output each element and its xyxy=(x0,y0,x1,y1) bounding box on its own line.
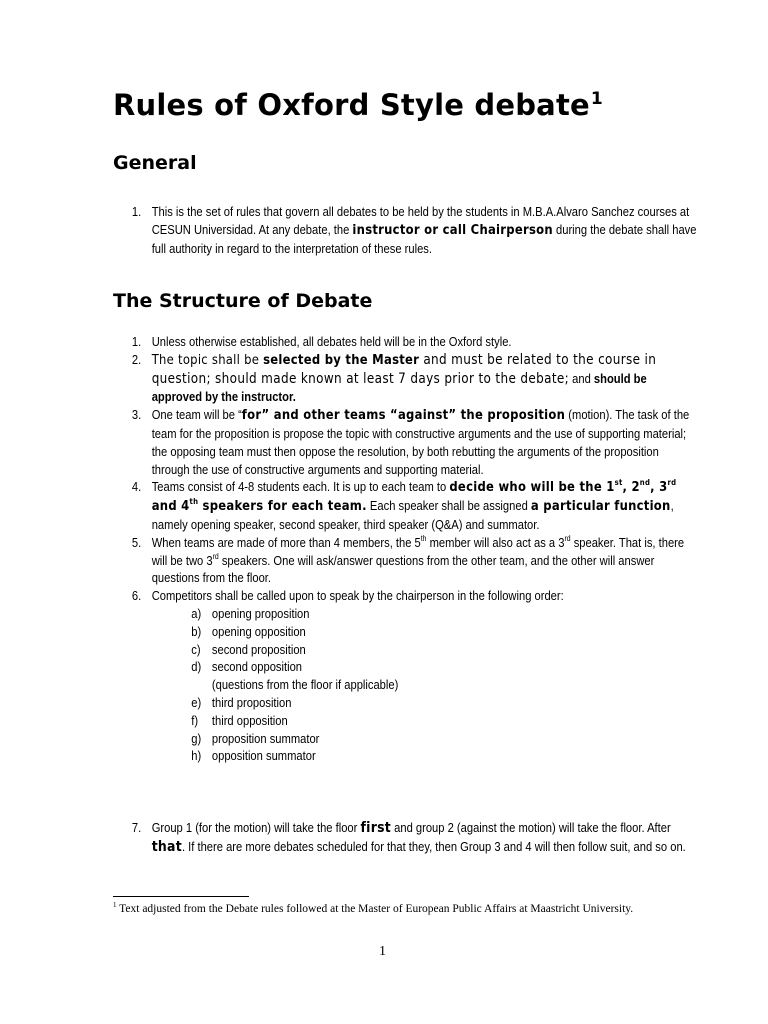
footnote-text: Text adjusted from the Debate rules followed at the Master of European Public Affairs at Maastricht University. xyxy=(116,903,634,915)
speaking-order-list xyxy=(152,605,699,765)
item-text: Unless otherwise established, all debates held will be in the Oxford style. xyxy=(151,334,512,349)
item-text: member will also act as a 3 xyxy=(426,534,565,550)
general-item-1 xyxy=(113,203,699,257)
structure-item-4 xyxy=(113,478,699,533)
structure-item-3 xyxy=(113,406,699,478)
structure-item-5 xyxy=(113,534,699,587)
sub-item-text: third opposition xyxy=(211,712,288,728)
item-text: Each speaker shall be assigned xyxy=(366,498,531,514)
item-text: When teams are made of more than 4 members, the 5 xyxy=(151,534,421,550)
sub-item-text: second proposition xyxy=(211,641,306,657)
heading-structure: The Structure of Debate xyxy=(113,290,373,312)
ordinal-suffix: rd xyxy=(564,533,571,543)
ordinal-suffix: nd xyxy=(639,478,651,488)
item-text: (motion). The task of the team for the proposition is propose the topic with constructive arguments and the use of supporting material; the opposing team must then oppose the resolution, by both rebutting the arguments of the proposition through the use of constructive arguments and supporting material. xyxy=(151,407,690,477)
item-text: The topic shall be xyxy=(151,351,264,368)
speaking-order-item xyxy=(191,605,698,623)
item-number: 1. xyxy=(131,204,142,219)
emphasis-text: speakers for each team. xyxy=(198,498,367,515)
item-text: Teams consist of 4-8 students each. It is up to each team to xyxy=(151,479,450,495)
item-text: This is the set of rules that govern all debates to be held by the students in M.B.A.Alvaro Sanchez courses at CESUN Universidad. At any debate, the xyxy=(151,204,690,237)
sub-item-text: opposition summator xyxy=(211,748,316,764)
structure-item-7 xyxy=(113,819,699,857)
title-text: Rules of Oxford Style debate xyxy=(113,88,590,122)
general-list xyxy=(113,203,697,257)
item-text: during the debate shall have full authority in regard to the interpretation of these rules. xyxy=(151,221,697,256)
structure-item-1 xyxy=(113,333,699,351)
emphasis-text: , 3 xyxy=(650,479,668,496)
sub-item-letter: g) xyxy=(191,730,202,746)
structure-list-continued xyxy=(113,819,686,857)
structure-item-6 xyxy=(113,587,699,765)
ordinal-suffix: th xyxy=(420,533,427,543)
speaking-order-item xyxy=(191,641,698,659)
item-emphasis: should be approved by the instructor. xyxy=(151,370,647,405)
item-emphasis: that xyxy=(151,838,182,855)
sub-item-letter: c) xyxy=(191,641,201,657)
item-text: and must be related to the course in question; should made known at least 7 days prior to the debate; xyxy=(151,351,657,387)
ordinal-suffix: th xyxy=(189,497,199,507)
ordinal-suffix: rd xyxy=(667,478,677,488)
item-emphasis: instructor or call Chairperson xyxy=(352,221,553,238)
structure-list xyxy=(113,333,690,765)
item-emphasis: for” and other teams “against” the proposition xyxy=(241,407,566,424)
item-number: 1. xyxy=(131,334,142,349)
item-text: and xyxy=(569,370,594,386)
speaking-order-item xyxy=(191,623,698,641)
item-text: speakers. One will ask/answer questions from the other team, and the other will answer questions from the floor. xyxy=(151,552,655,586)
emphasis-text: , 2 xyxy=(622,479,640,496)
item-number: 2. xyxy=(131,351,142,367)
page-number: 1 xyxy=(379,944,386,959)
document-title xyxy=(113,88,603,122)
item-number: 5. xyxy=(131,534,142,550)
title-footnote-ref[interactable]: 1 xyxy=(590,89,603,109)
speaking-order-item xyxy=(191,712,698,730)
footnote-separator xyxy=(113,896,249,897)
item-text: and group 2 (against the motion) will take the floor. After xyxy=(391,820,671,835)
sub-item-letter: f) xyxy=(191,712,199,728)
emphasis-text: and 4 xyxy=(151,498,190,515)
item-text: . If there are more debates scheduled for that they, then Group 3 and 4 will then follow suit, and so on. xyxy=(181,838,686,854)
sub-item-text: opening opposition xyxy=(211,623,306,639)
item-text: Competitors shall be called upon to speak by the chairperson in the following order: xyxy=(151,588,564,604)
sub-item-text: third proposition xyxy=(211,694,292,710)
item-number: 3. xyxy=(131,407,142,423)
sub-item-text: proposition summator xyxy=(211,730,320,746)
item-number: 4. xyxy=(131,479,142,495)
speaking-order-item xyxy=(191,730,698,748)
item-emphasis: a particular function xyxy=(530,498,671,515)
item-text: One team will be “ xyxy=(151,407,242,423)
sub-item-letter: d) xyxy=(191,659,202,675)
item-text: speaker. That is, there will be two 3 xyxy=(151,534,685,568)
sub-item-text: opening proposition xyxy=(211,605,310,621)
sub-item-letter: a) xyxy=(191,605,202,621)
ordinal-suffix: st xyxy=(614,478,623,488)
sub-item-letter: h) xyxy=(191,748,202,764)
item-text: Group 1 (for the motion) will take the floor xyxy=(151,820,361,835)
sub-item-letter: b) xyxy=(191,623,202,639)
item-text: , namely opening speaker, second speaker, third speaker (Q&A) and summator. xyxy=(151,498,674,532)
item-number: 6. xyxy=(131,588,142,604)
sub-item-text: second opposition xyxy=(211,659,303,675)
speaking-order-item xyxy=(191,747,698,765)
speaking-order-item xyxy=(191,694,698,712)
footnote-mark: 1 xyxy=(113,901,117,909)
item-emphasis: first xyxy=(360,820,392,836)
floor-questions-note: (questions from the floor if applicable) xyxy=(211,677,399,693)
sub-item-letter: e) xyxy=(191,694,202,710)
item-emphasis: selected by the Master xyxy=(263,351,420,368)
structure-item-2 xyxy=(113,351,699,406)
ordinal-suffix: rd xyxy=(212,551,219,561)
emphasis-text: decide who will be the 1 xyxy=(449,479,615,496)
footnote xyxy=(113,901,653,917)
item-number: 7. xyxy=(131,820,142,835)
heading-general: General xyxy=(113,152,197,174)
speaking-order-item xyxy=(191,658,698,676)
